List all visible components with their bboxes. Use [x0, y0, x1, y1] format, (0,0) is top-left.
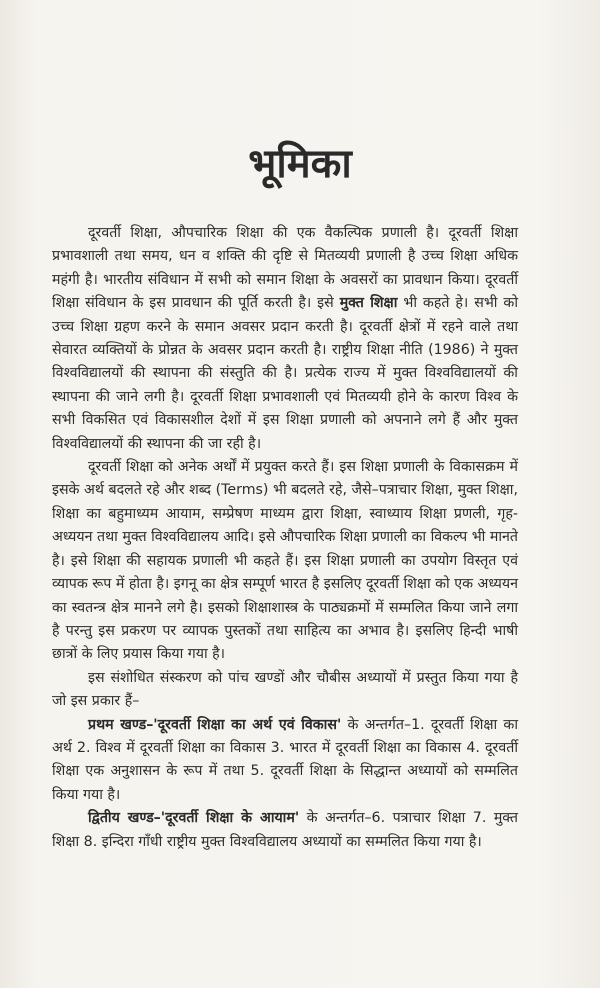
page-title: भूमिका [248, 141, 352, 187]
paragraph-text: दूरवर्ती शिक्षा, औपचारिक शिक्षा की एक वैकल्पिक प्रणाली है। दूरवर्ती शिक्षा प्रभावशाली तथा समय, धन व शक्ति की दृष्टि से मितव्ययी प्रणाली है उच्च शिक्षा अधिक महंगी है। भारतीय संविधान में सभी को समान शिक्षा के अवसरों का प्रावधान किया। दूरवर्ती शिक्षा संविधान के इस प्रावधान की पूर्ति करती है। इसे [52, 225, 518, 312]
paragraph-3 [52, 667, 518, 714]
section-heading: प्रथम खण्ड–'दूरवर्ती शिक्षा का अर्थ एवं विकास' [88, 716, 342, 733]
paragraph-2 [52, 456, 518, 667]
paragraph-text: के अन्तर्गत–1. दूरवर्ती शिक्षा का अर्थ 2. विश्व में दूरवर्ती शिक्षा का विकास 3. भारत में दूरवर्ती शिक्षा का विकास 4. दूरवर्ती शिक्षा एक अनुशासन के रूप में तथा 5. दूरवर्ती शिक्षा के सिद्धान्त अध्यायों को सम्मलित किया गया है। [52, 716, 518, 803]
section-heading: द्वितीय खण्ड–'दूरवर्ती शिक्षा के आयाम' [88, 810, 300, 827]
paragraph-text: के अन्तर्गत–6. पत्राचार शिक्षा 7. मुक्त शिक्षा 8. इन्दिरा गाँधी राष्ट्रीय मुक्त विश्वविद्यालय अध्यायों का सम्मलित किया गया है। [52, 810, 518, 850]
paragraph-1 [52, 222, 518, 456]
paragraph-text: इस संशोधित संस्करण को पांच खण्डों और चौबीस अध्यायों में प्रस्तुत किया गया है जो इस प्रकार हैं– [52, 669, 518, 710]
preface-body [52, 222, 518, 854]
bold-term: मुक्त शिक्षा [339, 295, 398, 312]
paragraph-text: दूरवर्ती शिक्षा को अनेक अर्थों में प्रयुक्त करते हैं। इस शिक्षा प्रणाली के विकासक्रम में इसके अर्थ बदलते रहे और शब्द (Terms) भी बदलते रहे, जैसे–पत्राचार शिक्षा, मुक्त शिक्षा, शिक्षा का बहुमाध्यम आयाम, सम्प्रेषण माध्यम द्वारा शिक्षा, स्वाध्याय शिक्षा प्रणली, गृह-अध्ययन तथा मुक्त विश्वविद्यालय आदि। इसे औपचारिक शिक्षा प्रणाली का विकल्प भी मानते है। इसे शिक्षा की सहायक प्रणाली भी कहते हैं। इस शिक्षा प्रणाली का उपयोग विस्तृत एवं व्यापक रूप में होता है। इगनू का क्षेत्र सम्पूर्ण भारत है इसलिए दूरवर्ती शिक्षा को एक अध्ययन का स्वतन्त्र क्षेत्र मानने लगे है। इसको शिक्षाशास्त्र के पाठ्यक्रमों में सम्मलित किया जाने लगा है परन्तु इस प्रकरण पर व्यापक पुस्तकों तथा साहित्य का अभाव है। इसलिए हिन्दी भाषी छात्रों के लिए प्रयास किया गया है। [52, 459, 518, 663]
paragraph-5 [52, 807, 518, 854]
paragraph-text: भी कहते हे। सभी को उच्च शिक्षा ग्रहण करने के समान अवसर प्रदान करती है। दूरवर्ती क्षेत्रों में रहने वाले तथा सेवारत व्यक्तियों के प्रोन्नत के अवसर प्रदान करती है। राष्ट्रीय शिक्षा नीति (1986) ने मुक्त विश्वविद्यालयों की स्थापना की संस्तुति की है। प्रत्येक राज्य में मुक्त विश्वविद्यालयों की स्थापना की जाने लगी है। दूरवर्ती शिक्षा प्रभावशाली एवं मितव्ययी होने के कारण विश्व के सभी विकसित एवं विकासशील देशों में इस शिक्षा प्रणाली को अपनाने लगे हैं और मुक्त विश्वविद्यालयों की स्थापना की जा रही है। [52, 295, 518, 452]
paragraph-4 [52, 714, 518, 808]
